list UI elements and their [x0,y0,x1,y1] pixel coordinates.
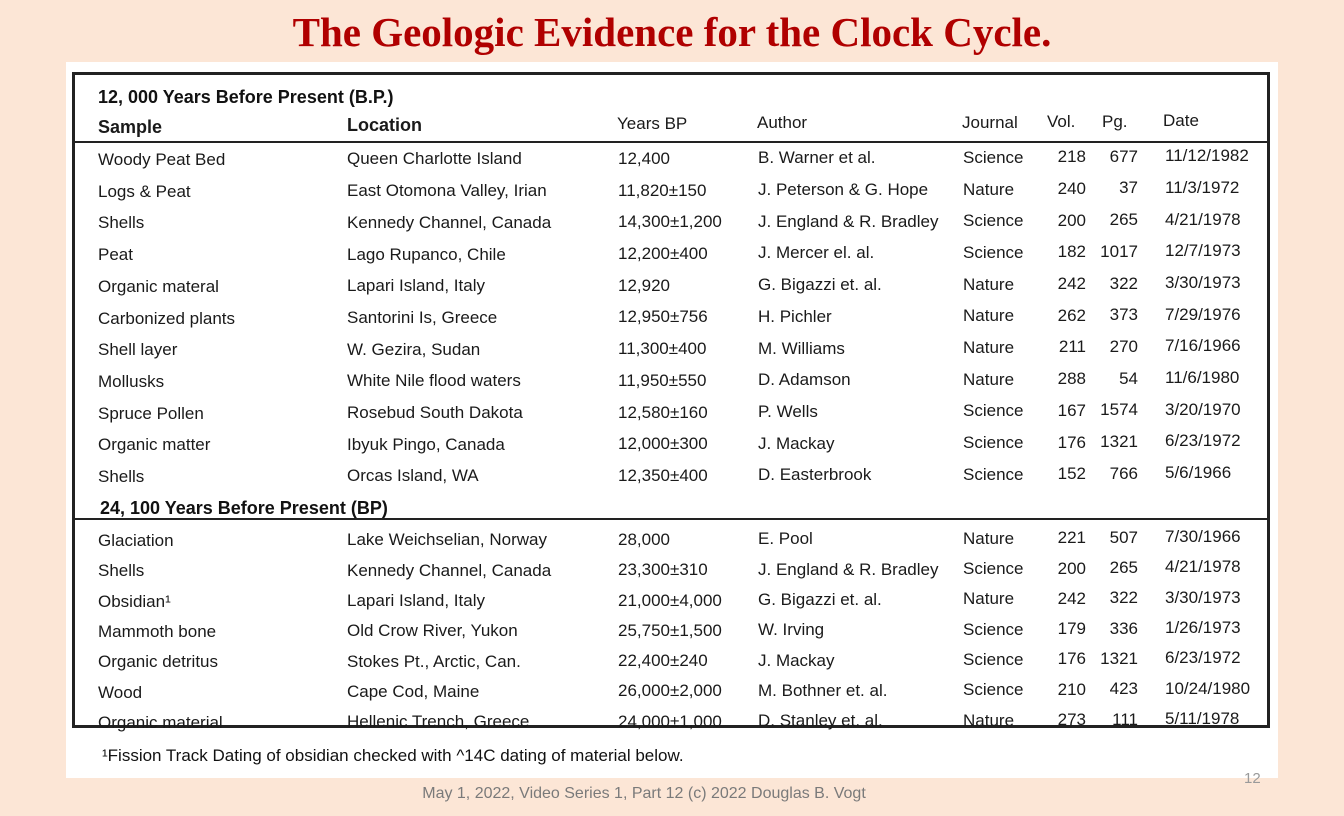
cell-years: 12,200±400 [618,244,708,263]
cell-date: 7/16/1966 [1165,336,1241,356]
cell-journal: Science [963,433,1024,453]
cell-date: 3/20/1970 [1165,399,1241,419]
header-vol: Vol. [1047,112,1076,131]
header-journal: Journal [962,113,1018,132]
cell-pg: 336 [1109,618,1138,638]
cell-vol: 210 [1057,679,1086,699]
cell-location: Santorini Is, Greece [347,307,498,327]
cell-date: 12/7/1973 [1165,241,1241,261]
cell-years: 12,950±756 [618,307,708,327]
cell-location: Old Crow River, Yukon [347,621,518,641]
header-sample: Sample [98,117,163,137]
cell-sample: Shell layer [98,340,178,360]
cell-author: J. Peterson & G. Hope [758,180,929,200]
cell-author: M. Bothner et. al. [758,680,888,700]
cell-location: Queen Charlotte Island [347,149,522,169]
cell-date: 4/21/1978 [1165,209,1241,229]
cell-journal: Science [963,619,1024,639]
header-years: Years BP [617,114,688,133]
cell-location: Lago Rupanco, Chile [347,244,506,264]
footnote: ¹Fission Track Dating of obsidian checked with ^14C dating of material below. [102,746,684,765]
cell-date: 11/6/1980 [1165,368,1240,388]
cell-vol: 167 [1057,400,1086,420]
cell-pg: 270 [1109,336,1138,356]
cell-sample: Woody Peat Bed [98,150,226,169]
cell-pg: 37 [1119,178,1138,198]
cell-sample: Wood [98,682,143,702]
cell-vol: 221 [1057,528,1086,548]
cell-journal: Nature [963,710,1015,730]
cell-journal: Science [963,147,1024,167]
cell-pg: 1321 [1100,648,1138,668]
cell-vol: 288 [1057,369,1086,389]
cell-pg: 1017 [1100,241,1138,261]
cell-years: 12,580±160 [618,402,708,422]
cell-date: 7/29/1976 [1165,304,1241,324]
cell-vol: 242 [1057,274,1086,294]
cell-sample: Organic matter [98,435,211,455]
section1-heading: 12, 000 Years Before Present (B.P.) [98,87,394,107]
cell-vol: 182 [1057,242,1086,262]
cell-journal: Science [963,242,1024,262]
cell-author: D. Easterbrook [758,465,872,485]
cell-pg: 373 [1109,305,1138,325]
cell-vol: 176 [1057,649,1086,669]
cell-vol: 218 [1057,147,1086,167]
cell-years: 11,950±550 [618,370,707,390]
cell-pg: 507 [1109,527,1138,547]
cell-pg: 111 [1112,709,1138,729]
cell-location: Kennedy Channel, Canada [347,560,552,580]
cell-vol: 273 [1057,710,1086,730]
cell-vol: 176 [1057,432,1086,452]
cell-years: 25,750±1,500 [618,620,722,640]
cell-pg: 766 [1109,463,1138,483]
cell-date: 3/30/1973 [1165,587,1241,607]
cell-vol: 240 [1057,178,1086,198]
cell-journal: Science [963,464,1024,484]
cell-pg: 677 [1109,146,1138,166]
cell-location: Lake Weichselian, Norway [347,530,547,550]
cell-years: 12,000±300 [618,434,708,454]
cell-author: G. Bigazzi et. al. [758,589,882,609]
cell-date: 4/21/1978 [1165,557,1241,577]
cell-author: J. Mackay [758,650,835,670]
cell-author: J. Mercer el. al. [758,243,875,263]
cell-pg: 322 [1109,273,1138,293]
cell-journal: Nature [963,369,1015,389]
cell-journal: Nature [963,306,1015,326]
cell-date: 1/26/1973 [1165,618,1241,638]
cell-location: Kennedy Channel, Canada [347,212,552,232]
cell-years: 12,350±400 [618,465,708,485]
header-location: Location [347,115,422,135]
cell-journal: Science [963,650,1024,669]
cell-author: P. Wells [758,401,818,421]
cell-author: B. Warner et al. [758,148,876,168]
cell-date: 11/3/1972 [1165,177,1240,197]
cell-sample: Glaciation [98,531,174,550]
cell-author: W. Irving [758,620,825,640]
cell-author: E. Pool [758,529,813,549]
cell-location: Hellenic Trench, Greece [347,712,530,732]
cell-sample: Carbonized plants [98,308,236,328]
cell-date: 10/24/1980 [1165,678,1251,698]
cell-sample: Spruce Pollen [98,403,204,423]
cell-years: 11,300±400 [618,339,707,359]
cell-sample: Logs & Peat [98,181,191,201]
cell-pg: 322 [1109,588,1138,608]
cell-vol: 262 [1057,305,1086,325]
cell-author: H. Pichler [758,306,832,326]
cell-location: Lapari Island, Italy [347,591,485,611]
cell-date: 6/23/1972 [1165,431,1241,451]
cell-sample: Mammoth bone [98,621,217,641]
cell-sample: Shells [98,467,145,486]
cell-date: 11/12/1982 [1165,146,1249,166]
cell-journal: Science [963,559,1024,579]
footer-text: May 1, 2022, Video Series 1, Part 12 (c) 2022 Douglas B. Vogt [422,785,866,802]
cell-journal: Science [963,680,1024,700]
cell-years: 26,000±2,000 [618,681,722,701]
cell-sample: Shells [98,561,145,581]
cell-author: J. England & R. Bradley [758,211,939,231]
cell-sample: Shells [98,213,145,233]
cell-date: 5/11/1978 [1165,708,1240,728]
cell-location: Lapari Island, Italy [347,276,485,296]
cell-sample: Peat [98,245,133,265]
cell-location: Stokes Pt., Arctic, Can. [347,651,521,671]
cell-pg: 265 [1109,210,1138,230]
cell-vol: 179 [1057,619,1086,639]
cell-author: D. Stanley et. al. [758,711,883,731]
cell-location: East Otomona Valley, Irian [347,181,547,201]
cell-date: 3/30/1973 [1165,272,1241,292]
cell-years: 12,920 [618,275,670,295]
cell-vol: 200 [1057,210,1086,230]
cell-journal: Nature [963,274,1015,294]
cell-author: J. Mackay [758,433,835,453]
cell-vol: 211 [1058,337,1086,357]
cell-pg: 54 [1119,368,1138,388]
cell-author: J. England & R. Bradley [758,559,939,579]
cell-journal: Nature [963,338,1015,357]
cell-sample: Organic materal [98,276,219,296]
cell-pg: 1574 [1100,400,1138,420]
cell-years: 23,300±310 [618,560,708,580]
page-number: 12 [1244,770,1261,787]
cell-years: 22,400±240 [618,651,708,671]
cell-date: 7/30/1966 [1165,527,1241,547]
cell-years: 11,820±150 [618,180,707,200]
cell-journal: Nature [963,589,1015,609]
section2-heading: 24, 100 Years Before Present (BP) [100,498,388,518]
cell-years: 21,000±4,000 [618,590,722,610]
cell-location: W. Gezira, Sudan [347,339,481,359]
cell-author: G. Bigazzi et. al. [758,275,882,295]
cell-location: Rosebud South Dakota [347,403,523,423]
cell-sample: Organic detritus [98,652,218,672]
cell-journal: Nature [963,179,1015,199]
cell-sample: Obsidian¹ [98,591,171,611]
cell-journal: Science [963,401,1024,421]
cell-sample: Organic material [98,712,223,732]
section2-divider [72,518,1270,520]
header-pg: Pg. [1102,112,1128,131]
cell-years: 28,000 [618,529,670,549]
cell-years: 24,000±1,000 [618,711,722,731]
header-author: Author [757,113,808,132]
cell-pg: 265 [1109,558,1138,577]
cell-author: M. Williams [758,338,845,358]
cell-location: Ibyuk Pingo, Canada [347,434,505,454]
cell-location: Orcas Island, WA [347,466,479,486]
cell-journal: Science [963,211,1024,231]
cell-years: 14,300±1,200 [618,212,722,232]
header-divider [72,141,1270,143]
scanned-table-image [66,62,1278,778]
cell-date: 5/6/1966 [1165,463,1232,483]
cell-sample: Mollusks [98,371,165,391]
cell-author: D. Adamson [758,370,851,390]
cell-vol: 242 [1057,588,1086,608]
cell-years: 12,400 [618,148,670,168]
cell-journal: Nature [963,528,1015,548]
cell-location: White Nile flood waters [347,371,521,391]
cell-vol: 152 [1057,464,1086,484]
cell-pg: 423 [1109,679,1138,699]
cell-location: Cape Cod, Maine [347,681,480,701]
cell-pg: 1321 [1100,432,1138,451]
slide-title: The Geologic Evidence for the Clock Cycle. [292,9,1052,55]
cell-date: 6/23/1972 [1165,648,1241,668]
cell-vol: 200 [1057,558,1086,578]
header-date: Date [1163,111,1199,130]
